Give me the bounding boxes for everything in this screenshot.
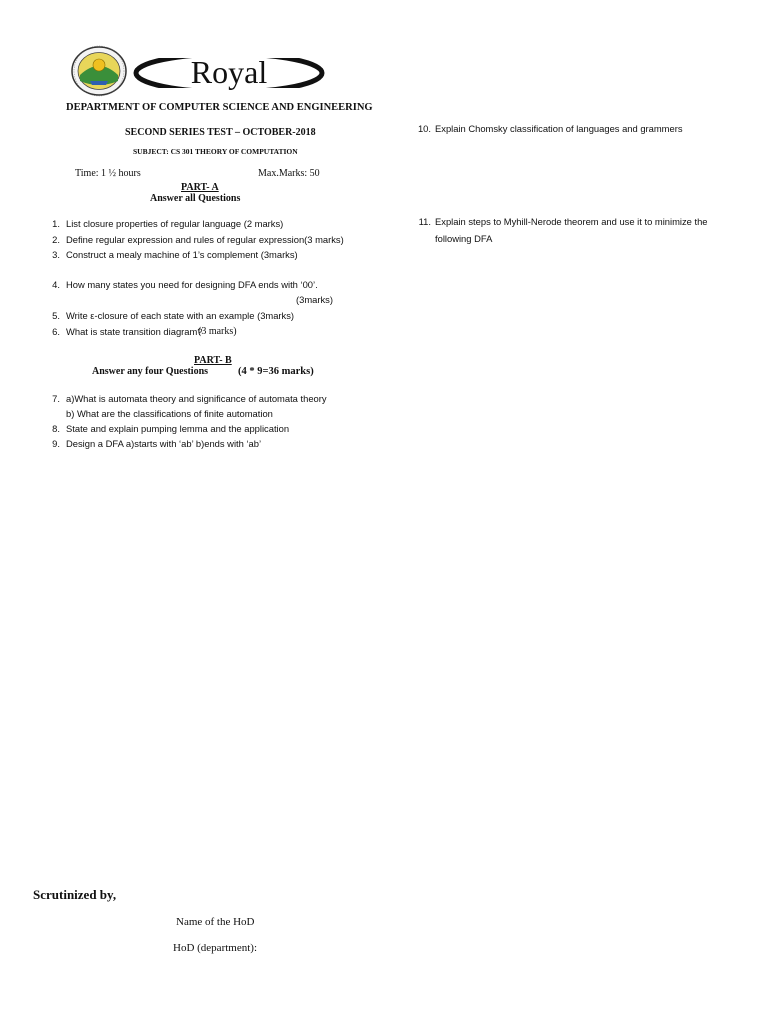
- max-marks: Max.Marks: 50: [258, 168, 320, 179]
- question-number: 6.: [52, 326, 60, 337]
- scrutinized-by-label: Scrutinized by,: [33, 887, 117, 902]
- question-3: [44, 249, 384, 269]
- question-marks: (3 marks): [198, 326, 237, 337]
- subject-line: SUBJECT: CS 301 THEORY OF COMPUTATION: [133, 147, 298, 156]
- question-number: 11.: [418, 216, 431, 227]
- part-a-instruction: Answer all Questions: [150, 193, 241, 204]
- part-b-title: PART- B: [194, 355, 232, 366]
- question-text: State and explain pumping lemma and the application: [66, 423, 290, 434]
- question-text: What is state transition diagram?: [66, 326, 203, 337]
- question-4: [44, 279, 384, 299]
- department-title: DEPARTMENT OF COMPUTER SCIENCE AND ENGINEERING: [66, 102, 373, 113]
- question-number: 8.: [52, 423, 60, 434]
- question-text: Define regular expression and rules of regular expression(3 marks): [66, 234, 344, 245]
- question-11-continued: following DFA: [435, 233, 493, 244]
- question-number: 1.: [52, 218, 60, 229]
- question-text: a)What is automata theory and significance of automata theory: [66, 393, 327, 404]
- royal-logo: [132, 50, 326, 96]
- question-number: 9.: [52, 438, 60, 449]
- question-number: 5.: [52, 310, 60, 321]
- question-text: List closure properties of regular language (2 marks): [66, 218, 284, 229]
- part-b-instruction: Answer any four Questions: [92, 366, 209, 377]
- question-text: Explain Chomsky classification of languages and grammers: [435, 123, 683, 134]
- college-seal-logo: [70, 45, 128, 97]
- question-number: 2.: [52, 234, 60, 245]
- question-text: Design a DFA a)starts with ‘ab’ b)ends with ‘ab’: [66, 438, 262, 449]
- question-10: [413, 123, 753, 143]
- question-number: 3.: [52, 249, 60, 260]
- question-4-marks: (3marks): [296, 294, 333, 305]
- time-allowed: Time: 1 ½ hours: [75, 168, 141, 179]
- hod-department-label: HoD (department):: [173, 942, 257, 954]
- question-text: How many states you need for designing DFA ends with ‘00’.: [66, 279, 318, 290]
- test-title: SECOND SERIES TEST – OCTOBER-2018: [125, 127, 316, 138]
- question-number: 10.: [417, 123, 431, 134]
- part-a-title: PART- A: [181, 182, 219, 193]
- question-number: 7.: [52, 393, 60, 404]
- question-text: Construct a mealy machine of 1’s complement (3marks): [66, 249, 298, 260]
- question-text: Explain steps to Myhill-Nerode theorem and use it to minimize the: [435, 216, 708, 227]
- hod-name-label: Name of the HoD: [176, 916, 255, 928]
- question-6: [44, 326, 384, 346]
- logo-wordmark: Royal: [190, 54, 268, 90]
- question-9: [44, 438, 384, 458]
- question-number: 4.: [52, 279, 60, 290]
- question-7-part-b: b) What are the classifications of finite automation: [66, 408, 273, 419]
- part-b-marks: (4 * 9=36 marks): [238, 366, 314, 377]
- question-text: Write ε-closure of each state with an example (3marks): [66, 310, 295, 321]
